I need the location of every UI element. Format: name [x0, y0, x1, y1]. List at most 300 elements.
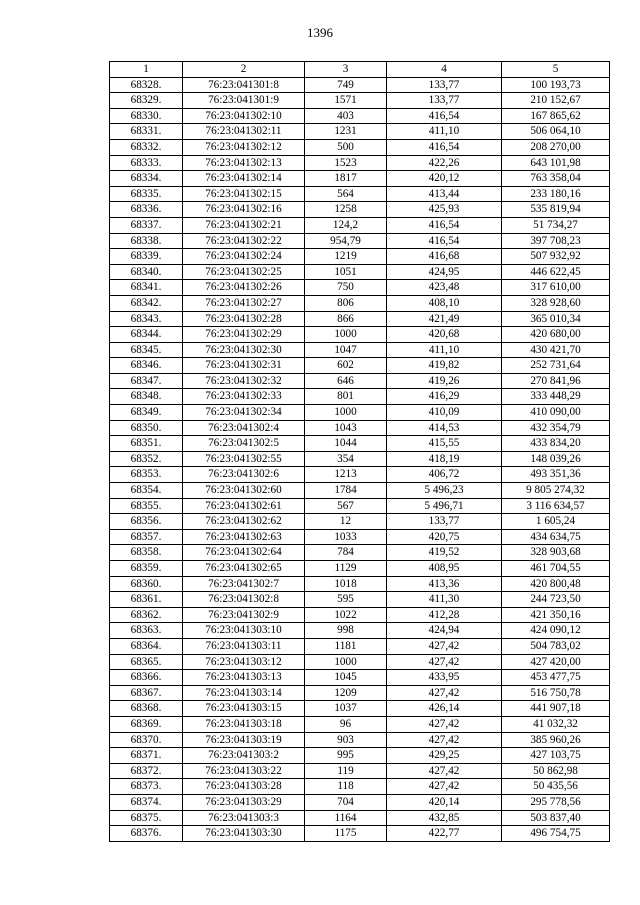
area-cell: 1175	[305, 826, 387, 842]
rate-cell: 419,52	[387, 545, 502, 561]
value-cell: 328 903,68	[502, 545, 610, 561]
table-row	[110, 389, 610, 405]
area-cell: 1784	[305, 483, 387, 499]
area-cell: 119	[305, 763, 387, 779]
value-cell: 295 778,56	[502, 794, 610, 810]
table-row	[110, 342, 610, 358]
row-number-cell: 68370.	[110, 732, 183, 748]
table-row	[110, 217, 610, 233]
cadastral-number-cell: 76:23:041302:62	[183, 514, 305, 530]
rate-cell: 433,95	[387, 670, 502, 686]
cadastral-number-cell: 76:23:041302:60	[183, 483, 305, 499]
table-row	[110, 498, 610, 514]
row-number-cell: 68335.	[110, 186, 183, 202]
value-cell: 420 800,48	[502, 576, 610, 592]
cadastral-number-cell: 76:23:041303:2	[183, 748, 305, 764]
area-cell: 602	[305, 358, 387, 374]
area-cell: 1047	[305, 342, 387, 358]
cadastral-number-cell: 76:23:041302:15	[183, 186, 305, 202]
cadastral-number-cell: 76:23:041302:64	[183, 545, 305, 561]
area-cell: 749	[305, 77, 387, 93]
value-cell: 100 193,73	[502, 77, 610, 93]
area-cell: 564	[305, 186, 387, 202]
rate-cell: 427,42	[387, 685, 502, 701]
area-cell: 704	[305, 794, 387, 810]
area-cell: 903	[305, 732, 387, 748]
table-row	[110, 202, 610, 218]
row-number-cell: 68375.	[110, 810, 183, 826]
area-cell: 1129	[305, 561, 387, 577]
table-row	[110, 93, 610, 109]
rate-cell: 413,44	[387, 186, 502, 202]
value-cell: 421 350,16	[502, 607, 610, 623]
cadastral-number-cell: 76:23:041302:10	[183, 108, 305, 124]
column-header-2: 2	[183, 62, 305, 78]
value-cell: 365 010,34	[502, 311, 610, 327]
row-number-cell: 68367.	[110, 685, 183, 701]
value-cell: 441 907,18	[502, 701, 610, 717]
column-header-1: 1	[110, 62, 183, 78]
row-number-cell: 68342.	[110, 295, 183, 311]
value-cell: 328 928,60	[502, 295, 610, 311]
area-cell: 595	[305, 592, 387, 608]
rate-cell: 425,93	[387, 202, 502, 218]
cadastral-number-cell: 76:23:041302:4	[183, 420, 305, 436]
rate-cell: 133,77	[387, 514, 502, 530]
rate-cell: 5 496,23	[387, 483, 502, 499]
rate-cell: 419,26	[387, 373, 502, 389]
row-number-cell: 68332.	[110, 139, 183, 155]
cadastral-number-cell: 76:23:041303:10	[183, 623, 305, 639]
value-cell: 385 960,26	[502, 732, 610, 748]
value-cell: 210 152,67	[502, 93, 610, 109]
area-cell: 801	[305, 389, 387, 405]
value-cell: 496 754,75	[502, 826, 610, 842]
table-row	[110, 124, 610, 140]
area-cell: 1033	[305, 529, 387, 545]
table-row	[110, 139, 610, 155]
value-cell: 453 477,75	[502, 670, 610, 686]
rate-cell: 432,85	[387, 810, 502, 826]
value-cell: 503 837,40	[502, 810, 610, 826]
row-number-cell: 68329.	[110, 93, 183, 109]
cadastral-value-table	[109, 61, 610, 842]
value-cell: 434 634,75	[502, 529, 610, 545]
rate-cell: 415,55	[387, 436, 502, 452]
cadastral-number-cell: 76:23:041303:13	[183, 670, 305, 686]
table-row	[110, 451, 610, 467]
area-cell: 354	[305, 451, 387, 467]
cadastral-number-cell: 76:23:041302:26	[183, 280, 305, 296]
value-cell: 51 734,27	[502, 217, 610, 233]
area-cell: 1037	[305, 701, 387, 717]
rate-cell: 422,77	[387, 826, 502, 842]
table-row	[110, 716, 610, 732]
table-row	[110, 670, 610, 686]
value-cell: 433 834,20	[502, 436, 610, 452]
cadastral-number-cell: 76:23:041302:63	[183, 529, 305, 545]
rate-cell: 424,95	[387, 264, 502, 280]
row-number-cell: 68339.	[110, 249, 183, 265]
value-cell: 424 090,12	[502, 623, 610, 639]
cadastral-number-cell: 76:23:041302:33	[183, 389, 305, 405]
cadastral-number-cell: 76:23:041303:19	[183, 732, 305, 748]
rate-cell: 427,42	[387, 654, 502, 670]
rate-cell: 427,42	[387, 716, 502, 732]
row-number-cell: 68361.	[110, 592, 183, 608]
row-number-cell: 68344.	[110, 327, 183, 343]
rate-cell: 411,10	[387, 124, 502, 140]
value-cell: 493 351,36	[502, 467, 610, 483]
area-cell: 866	[305, 311, 387, 327]
rate-cell: 408,10	[387, 295, 502, 311]
row-number-cell: 68347.	[110, 373, 183, 389]
cadastral-number-cell: 76:23:041302:29	[183, 327, 305, 343]
table-row	[110, 77, 610, 93]
table-row	[110, 654, 610, 670]
row-number-cell: 68366.	[110, 670, 183, 686]
table-row	[110, 171, 610, 187]
area-cell: 1044	[305, 436, 387, 452]
table-row	[110, 607, 610, 623]
area-cell: 1051	[305, 264, 387, 280]
rate-cell: 427,42	[387, 763, 502, 779]
value-cell: 410 090,00	[502, 405, 610, 421]
value-cell: 1 605,24	[502, 514, 610, 530]
table-row	[110, 249, 610, 265]
value-cell: 397 708,23	[502, 233, 610, 249]
value-cell: 507 932,92	[502, 249, 610, 265]
value-cell: 317 610,00	[502, 280, 610, 296]
table-row	[110, 592, 610, 608]
area-cell: 1000	[305, 327, 387, 343]
table-row	[110, 233, 610, 249]
table-row	[110, 280, 610, 296]
cadastral-number-cell: 76:23:041302:55	[183, 451, 305, 467]
table-row	[110, 529, 610, 545]
rate-cell: 416,68	[387, 249, 502, 265]
row-number-cell: 68340.	[110, 264, 183, 280]
table-row	[110, 779, 610, 795]
row-number-cell: 68341.	[110, 280, 183, 296]
row-number-cell: 68343.	[110, 311, 183, 327]
rate-cell: 408,95	[387, 561, 502, 577]
row-number-cell: 68350.	[110, 420, 183, 436]
row-number-cell: 68348.	[110, 389, 183, 405]
table-body	[110, 77, 610, 841]
cadastral-number-cell: 76:23:041303:30	[183, 826, 305, 842]
rate-cell: 421,49	[387, 311, 502, 327]
area-cell: 403	[305, 108, 387, 124]
rate-cell: 420,75	[387, 529, 502, 545]
cadastral-number-cell: 76:23:041302:7	[183, 576, 305, 592]
row-number-cell: 68372.	[110, 763, 183, 779]
rate-cell: 414,53	[387, 420, 502, 436]
cadastral-number-cell: 76:23:041301:9	[183, 93, 305, 109]
rate-cell: 427,42	[387, 638, 502, 654]
table-row	[110, 108, 610, 124]
value-cell: 41 032,32	[502, 716, 610, 732]
rate-cell: 422,26	[387, 155, 502, 171]
rate-cell: 411,30	[387, 592, 502, 608]
area-cell: 500	[305, 139, 387, 155]
value-cell: 233 180,16	[502, 186, 610, 202]
value-cell: 504 783,02	[502, 638, 610, 654]
rate-cell: 420,68	[387, 327, 502, 343]
cadastral-number-cell: 76:23:041303:11	[183, 638, 305, 654]
cadastral-number-cell: 76:23:041302:22	[183, 233, 305, 249]
rate-cell: 416,54	[387, 108, 502, 124]
area-cell: 1209	[305, 685, 387, 701]
cadastral-number-cell: 76:23:041302:61	[183, 498, 305, 514]
row-number-cell: 68368.	[110, 701, 183, 717]
area-cell: 1817	[305, 171, 387, 187]
rate-cell: 410,09	[387, 405, 502, 421]
value-cell: 244 723,50	[502, 592, 610, 608]
table-row	[110, 685, 610, 701]
cadastral-number-cell: 76:23:041302:6	[183, 467, 305, 483]
cadastral-number-cell: 76:23:041303:12	[183, 654, 305, 670]
row-number-cell: 68336.	[110, 202, 183, 218]
value-cell: 427 420,00	[502, 654, 610, 670]
area-cell: 1018	[305, 576, 387, 592]
area-cell: 1000	[305, 405, 387, 421]
cadastral-number-cell: 76:23:041303:29	[183, 794, 305, 810]
table-row	[110, 576, 610, 592]
row-number-cell: 68355.	[110, 498, 183, 514]
row-number-cell: 68364.	[110, 638, 183, 654]
table-row	[110, 545, 610, 561]
row-number-cell: 68346.	[110, 358, 183, 374]
table-row	[110, 514, 610, 530]
table-row	[110, 467, 610, 483]
rate-cell: 416,29	[387, 389, 502, 405]
value-cell: 430 421,70	[502, 342, 610, 358]
table-row	[110, 810, 610, 826]
value-cell: 516 750,78	[502, 685, 610, 701]
cadastral-number-cell: 76:23:041302:9	[183, 607, 305, 623]
row-number-cell: 68333.	[110, 155, 183, 171]
row-number-cell: 68371.	[110, 748, 183, 764]
table-row	[110, 794, 610, 810]
cadastral-number-cell: 76:23:041302:25	[183, 264, 305, 280]
table-row	[110, 623, 610, 639]
cadastral-number-cell: 76:23:041302:32	[183, 373, 305, 389]
row-number-cell: 68359.	[110, 561, 183, 577]
page-number: 1396	[307, 25, 333, 40]
area-cell: 806	[305, 295, 387, 311]
row-number-cell: 68330.	[110, 108, 183, 124]
area-cell: 567	[305, 498, 387, 514]
area-cell: 1219	[305, 249, 387, 265]
row-number-cell: 68362.	[110, 607, 183, 623]
table-row	[110, 420, 610, 436]
table-row	[110, 483, 610, 499]
value-cell: 506 064,10	[502, 124, 610, 140]
rate-cell: 423,48	[387, 280, 502, 296]
rate-cell: 416,54	[387, 217, 502, 233]
table-row	[110, 436, 610, 452]
row-number-cell: 68360.	[110, 576, 183, 592]
table-row	[110, 701, 610, 717]
area-cell: 1523	[305, 155, 387, 171]
area-cell: 1043	[305, 420, 387, 436]
area-cell: 1231	[305, 124, 387, 140]
value-cell: 763 358,04	[502, 171, 610, 187]
table-row	[110, 311, 610, 327]
area-cell: 1571	[305, 93, 387, 109]
column-header-5: 5	[502, 62, 610, 78]
cadastral-number-cell: 76:23:041302:12	[183, 139, 305, 155]
cadastral-number-cell: 76:23:041302:34	[183, 405, 305, 421]
rate-cell: 418,19	[387, 451, 502, 467]
value-cell: 427 103,75	[502, 748, 610, 764]
area-cell: 784	[305, 545, 387, 561]
area-cell: 1000	[305, 654, 387, 670]
area-cell: 1022	[305, 607, 387, 623]
rate-cell: 406,72	[387, 467, 502, 483]
rate-cell: 420,12	[387, 171, 502, 187]
row-number-cell: 68328.	[110, 77, 183, 93]
rate-cell: 420,14	[387, 794, 502, 810]
table-row	[110, 373, 610, 389]
row-number-cell: 68351.	[110, 436, 183, 452]
row-number-cell: 68365.	[110, 654, 183, 670]
table-row	[110, 732, 610, 748]
cadastral-number-cell: 76:23:041303:28	[183, 779, 305, 795]
rate-cell: 413,36	[387, 576, 502, 592]
area-cell: 1164	[305, 810, 387, 826]
table-row	[110, 264, 610, 280]
value-cell: 3 116 634,57	[502, 498, 610, 514]
table-row	[110, 295, 610, 311]
area-cell: 1213	[305, 467, 387, 483]
row-number-cell: 68353.	[110, 467, 183, 483]
area-cell: 646	[305, 373, 387, 389]
value-cell: 270 841,96	[502, 373, 610, 389]
table-row	[110, 327, 610, 343]
row-number-cell: 68331.	[110, 124, 183, 140]
cadastral-number-cell: 76:23:041302:28	[183, 311, 305, 327]
table-row	[110, 826, 610, 842]
row-number-cell: 68349.	[110, 405, 183, 421]
row-number-cell: 68356.	[110, 514, 183, 530]
row-number-cell: 68357.	[110, 529, 183, 545]
row-number-cell: 68352.	[110, 451, 183, 467]
table-row	[110, 186, 610, 202]
area-cell: 954,79	[305, 233, 387, 249]
cadastral-number-cell: 76:23:041302:30	[183, 342, 305, 358]
value-cell: 333 448,29	[502, 389, 610, 405]
rate-cell: 427,42	[387, 732, 502, 748]
value-cell: 643 101,98	[502, 155, 610, 171]
cadastral-number-cell: 76:23:041302:14	[183, 171, 305, 187]
area-cell: 12	[305, 514, 387, 530]
area-cell: 96	[305, 716, 387, 732]
cadastral-number-cell: 76:23:041302:65	[183, 561, 305, 577]
area-cell: 995	[305, 748, 387, 764]
rate-cell: 419,82	[387, 358, 502, 374]
cadastral-number-cell: 76:23:041302:16	[183, 202, 305, 218]
column-header-4: 4	[387, 62, 502, 78]
table-row	[110, 405, 610, 421]
rate-cell: 416,54	[387, 233, 502, 249]
value-cell: 420 680,00	[502, 327, 610, 343]
area-cell: 1045	[305, 670, 387, 686]
column-header-3: 3	[305, 62, 387, 78]
row-number-cell: 68373.	[110, 779, 183, 795]
area-cell: 1181	[305, 638, 387, 654]
table-row	[110, 763, 610, 779]
row-number-cell: 68354.	[110, 483, 183, 499]
cadastral-number-cell: 76:23:041303:14	[183, 685, 305, 701]
cadastral-number-cell: 76:23:041302:13	[183, 155, 305, 171]
value-cell: 9 805 274,32	[502, 483, 610, 499]
value-cell: 432 354,79	[502, 420, 610, 436]
cadastral-number-cell: 76:23:041302:21	[183, 217, 305, 233]
rate-cell: 426,14	[387, 701, 502, 717]
row-number-cell: 68376.	[110, 826, 183, 842]
column-number-row	[110, 62, 610, 78]
row-number-cell: 68338.	[110, 233, 183, 249]
cadastral-number-cell: 76:23:041302:27	[183, 295, 305, 311]
cadastral-number-cell: 76:23:041303:18	[183, 716, 305, 732]
rate-cell: 429,25	[387, 748, 502, 764]
row-number-cell: 68358.	[110, 545, 183, 561]
cadastral-number-cell: 76:23:041303:22	[183, 763, 305, 779]
rate-cell: 133,77	[387, 77, 502, 93]
rate-cell: 133,77	[387, 93, 502, 109]
cadastral-number-cell: 76:23:041302:5	[183, 436, 305, 452]
cadastral-number-cell: 76:23:041302:11	[183, 124, 305, 140]
cadastral-number-cell: 76:23:041302:31	[183, 358, 305, 374]
table-row	[110, 748, 610, 764]
value-cell: 148 039,26	[502, 451, 610, 467]
table-row	[110, 358, 610, 374]
cadastral-number-cell: 76:23:041301:8	[183, 77, 305, 93]
rate-cell: 416,54	[387, 139, 502, 155]
rate-cell: 427,42	[387, 779, 502, 795]
value-cell: 446 622,45	[502, 264, 610, 280]
rate-cell: 412,28	[387, 607, 502, 623]
rate-cell: 5 496,71	[387, 498, 502, 514]
row-number-cell: 68374.	[110, 794, 183, 810]
area-cell: 998	[305, 623, 387, 639]
area-cell: 124,2	[305, 217, 387, 233]
cadastral-number-cell: 76:23:041302:24	[183, 249, 305, 265]
cadastral-number-cell: 76:23:041302:8	[183, 592, 305, 608]
row-number-cell: 68369.	[110, 716, 183, 732]
rate-cell: 424,94	[387, 623, 502, 639]
rate-cell: 411,10	[387, 342, 502, 358]
value-cell: 252 731,64	[502, 358, 610, 374]
row-number-cell: 68334.	[110, 171, 183, 187]
row-number-cell: 68337.	[110, 217, 183, 233]
value-cell: 50 862,98	[502, 763, 610, 779]
area-cell: 750	[305, 280, 387, 296]
row-number-cell: 68363.	[110, 623, 183, 639]
value-cell: 461 704,55	[502, 561, 610, 577]
table-row	[110, 561, 610, 577]
value-cell: 167 865,62	[502, 108, 610, 124]
cadastral-number-cell: 76:23:041303:3	[183, 810, 305, 826]
table-row	[110, 638, 610, 654]
value-cell: 535 819,94	[502, 202, 610, 218]
table-row	[110, 155, 610, 171]
value-cell: 50 435,56	[502, 779, 610, 795]
area-cell: 118	[305, 779, 387, 795]
cadastral-number-cell: 76:23:041303:15	[183, 701, 305, 717]
